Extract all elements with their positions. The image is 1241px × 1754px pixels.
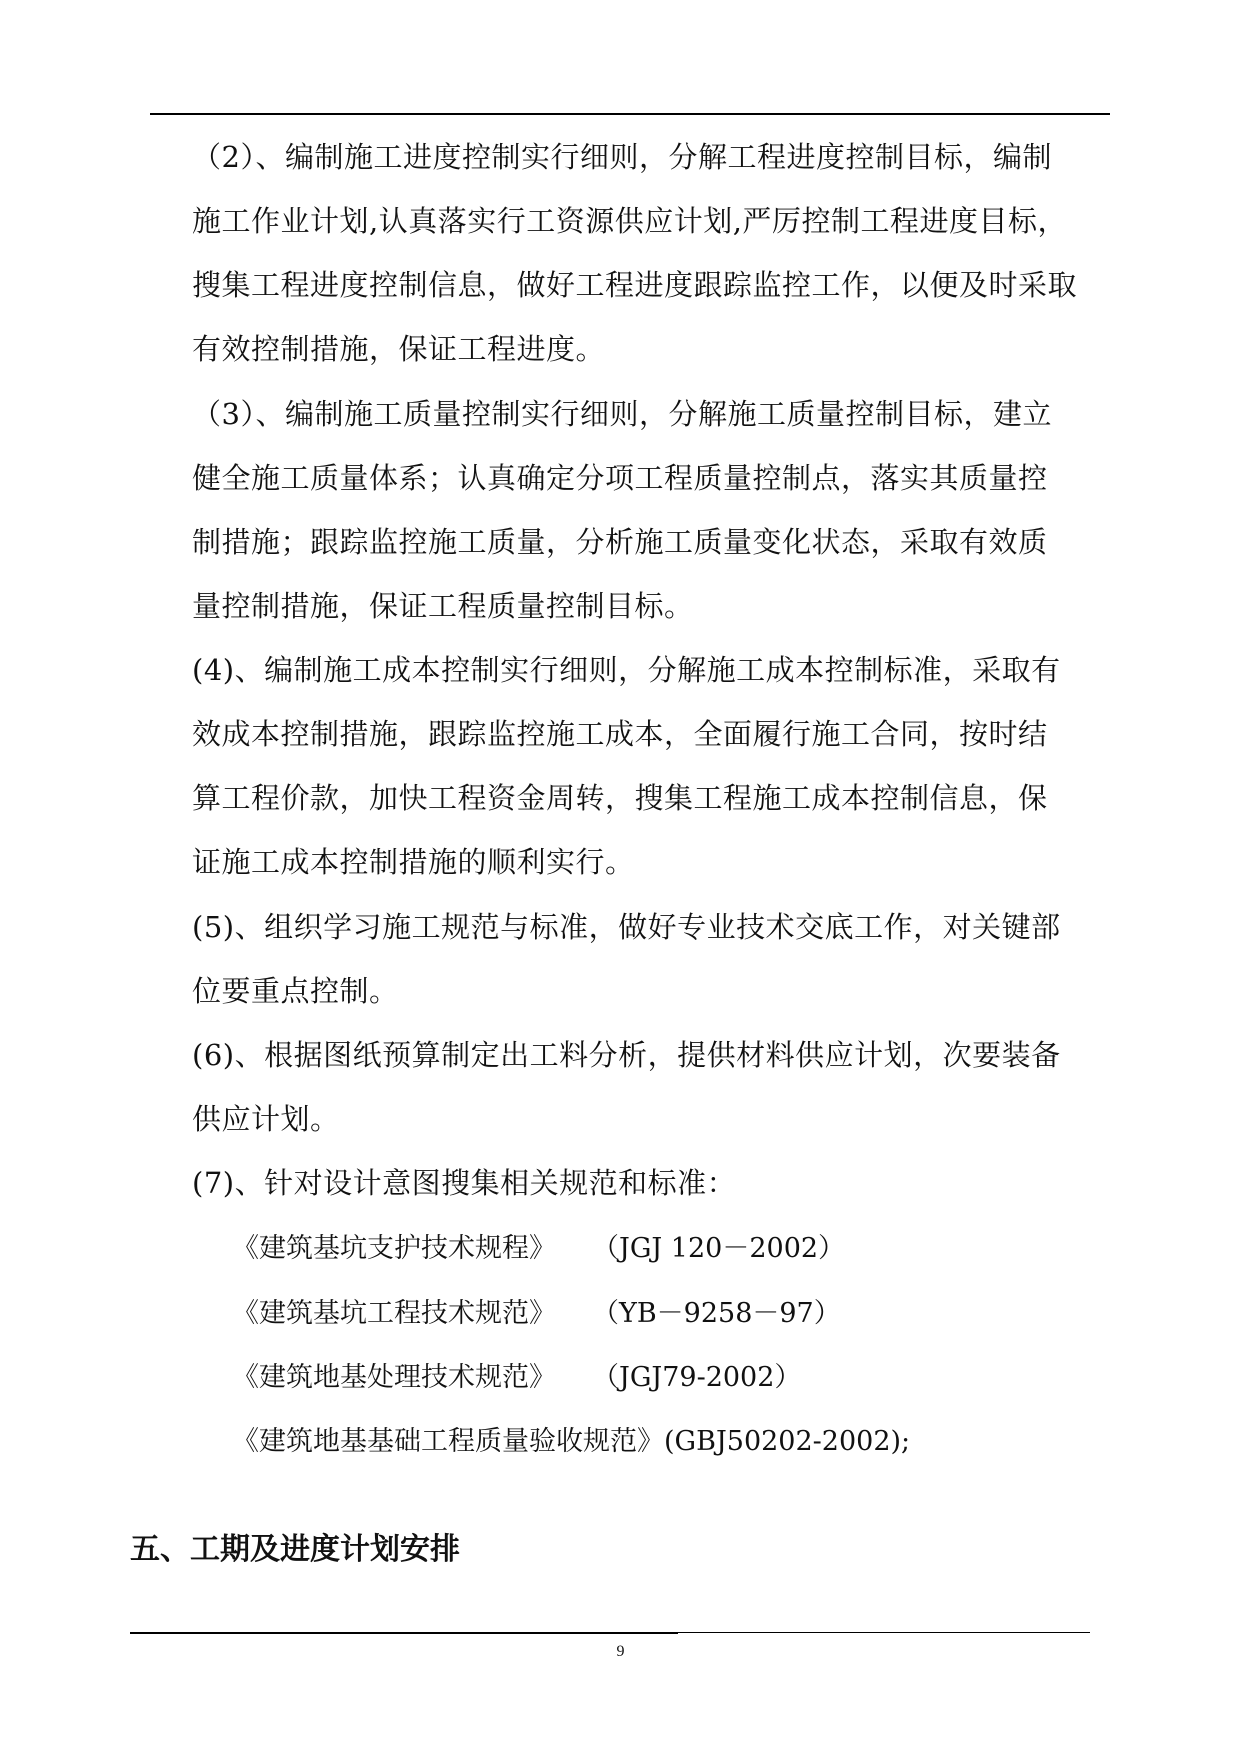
paragraph-3-line-4: 量控制措施，保证工程质量控制目标。 bbox=[192, 589, 694, 623]
paragraph-7-line-1: (7)、针对设计意图搜集相关规范和标准： bbox=[192, 1166, 737, 1200]
paragraph-4-line-2: 效成本控制措施，跟踪监控施工成本，全面履行施工合同，按时结 bbox=[192, 717, 1048, 751]
reference-code: （YB－9258－97） bbox=[592, 1298, 841, 1329]
header-rule bbox=[150, 113, 1110, 115]
paragraph-5-line-2: 位要重点控制。 bbox=[192, 974, 399, 1008]
reference-code: （JGJ 120－2002） bbox=[592, 1233, 846, 1264]
paragraph-3-line-1: （3）、编制施工质量控制实行细则，分解施工质量控制目标，建立 bbox=[192, 397, 1052, 431]
footer-rule bbox=[130, 1632, 678, 1634]
paragraph-4-line-4: 证施工成本控制措施的顺利实行。 bbox=[192, 845, 635, 879]
paragraph-2-line-4: 有效控制措施，保证工程进度。 bbox=[192, 332, 606, 366]
paragraph-2-line-2: 施工作业计划,认真落实行工资源供应计划,严厉控制工程进度目标， bbox=[192, 204, 1067, 238]
paragraph-4-line-1: (4)、编制施工成本控制实行细则，分解施工成本控制标准，采取有 bbox=[192, 653, 1061, 687]
paragraph-3-line-3: 制措施；跟踪监控施工质量，分析施工质量变化状态，采取有效质 bbox=[192, 525, 1048, 559]
footer-rule-thin bbox=[678, 1632, 1090, 1633]
paragraph-6-line-2: 供应计划。 bbox=[192, 1102, 340, 1136]
paragraph-4-line-3: 算工程价款，加快工程资金周转，搜集工程施工成本控制信息，保 bbox=[192, 781, 1048, 815]
reference-title: 《建筑地基处理技术规范》 bbox=[232, 1362, 556, 1393]
reference-title: 《建筑基坑支护技术规程》 bbox=[232, 1233, 556, 1264]
paragraph-3-line-2: 健全施工质量体系；认真确定分项工程质量控制点，落实其质量控 bbox=[192, 461, 1048, 495]
paragraph-2-line-1: （2）、编制施工进度控制实行细则，分解工程进度控制目标，编制 bbox=[192, 140, 1052, 174]
reference-item-2 bbox=[232, 1297, 841, 1331]
reference-code: (GBJ50202-2002); bbox=[664, 1426, 911, 1457]
paragraph-2-line-3: 搜集工程进度控制信息，做好工程进度跟踪监控工作，以便及时采取 bbox=[192, 268, 1078, 302]
reference-code: （JGJ79-2002） bbox=[592, 1362, 802, 1393]
reference-item-4 bbox=[232, 1425, 910, 1459]
paragraph-6-line-1: (6)、根据图纸预算制定出工料分析，提供材料供应计划，次要装备 bbox=[192, 1038, 1061, 1072]
reference-item-1 bbox=[232, 1232, 845, 1266]
paragraph-5-line-1: (5)、组织学习施工规范与标准，做好专业技术交底工作，对关键部 bbox=[192, 910, 1061, 944]
reference-title: 《建筑地基基础工程质量验收规范》 bbox=[232, 1426, 664, 1457]
reference-title: 《建筑基坑工程技术规范》 bbox=[232, 1298, 556, 1329]
reference-item-3 bbox=[232, 1361, 801, 1395]
page-number: 9 bbox=[616, 1643, 625, 1660]
section-heading: 五、工期及进度计划安排 bbox=[130, 1532, 460, 1567]
